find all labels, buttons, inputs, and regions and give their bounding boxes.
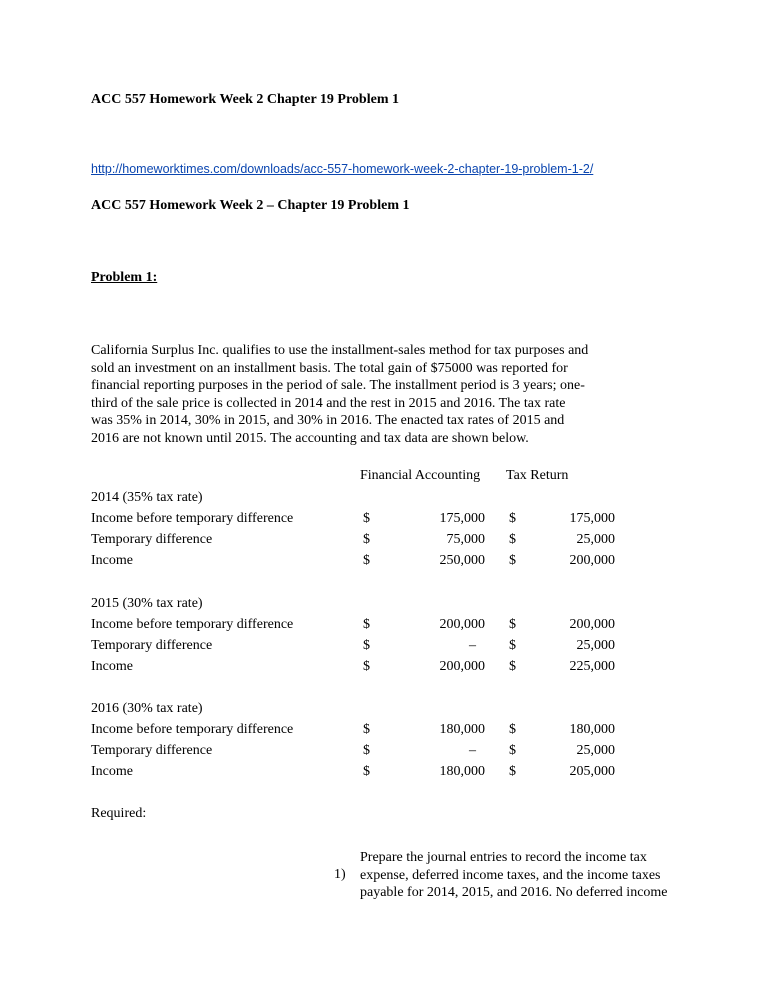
dollar-sign: $	[509, 743, 516, 758]
dollar-sign: $	[363, 511, 370, 526]
tax-value: 25,000	[576, 743, 615, 758]
row-label: Income	[91, 553, 133, 568]
dollar-sign: $	[363, 638, 370, 653]
group-header-2015: 2015 (30% tax rate)	[91, 596, 203, 611]
download-link[interactable]: http://homeworktimes.com/downloads/acc-557-homework-week-2-chapter-19-problem-1-2/	[91, 162, 594, 176]
financial-value: 180,000	[439, 764, 485, 779]
dollar-sign: $	[509, 659, 516, 674]
required-item-text	[360, 849, 668, 902]
row-label: Income	[91, 764, 133, 779]
tax-value: 200,000	[569, 553, 615, 568]
dollar-sign: $	[363, 722, 370, 737]
dollar-sign: $	[363, 532, 370, 547]
paragraph-line: was 35% in 2014, 30% in 2015, and 30% in 2016. The enacted tax rates of 2015 and	[91, 413, 565, 428]
paragraph-line: 2016 are not known until 2015. The accounting and tax data are shown below.	[91, 430, 529, 446]
row-label: Income before temporary difference	[91, 617, 294, 632]
dollar-sign: $	[509, 532, 516, 547]
financial-value: 75,000	[446, 532, 485, 547]
dollar-sign: $	[363, 764, 370, 779]
group-header-2014: 2014 (35% tax rate)	[91, 490, 203, 505]
required-item-line: expense, deferred income taxes, and the income taxes	[360, 867, 661, 883]
row-label: Temporary difference	[91, 638, 213, 653]
dollar-sign: $	[509, 638, 516, 653]
paragraph-line: third of the sale price is collected in 2014 and the rest in 2015 and 2016. The tax rate	[91, 395, 566, 411]
row-label: Income before temporary difference	[91, 511, 294, 526]
dollar-sign: $	[363, 617, 370, 632]
row-label: Temporary difference	[91, 743, 213, 758]
paragraph-line: sold an investment on an installment basis. The total gain of $75000 was reported for	[91, 360, 568, 376]
required-item-line: Prepare the journal entries to record the income tax	[360, 850, 647, 865]
dollar-sign: $	[509, 722, 516, 737]
tax-value: 225,000	[569, 659, 615, 674]
dollar-sign: $	[363, 659, 370, 674]
financial-value: 250,000	[439, 553, 485, 568]
dollar-sign: $	[363, 553, 370, 568]
row-label: Income	[91, 659, 133, 674]
group-header-2016: 2016 (30% tax rate)	[91, 701, 203, 716]
row-label: Income before temporary difference	[91, 722, 294, 737]
document-title: ACC 557 Homework Week 2 Chapter 19 Problem 1	[91, 92, 399, 107]
row-label: Temporary difference	[91, 532, 213, 547]
dollar-sign: $	[509, 553, 516, 568]
tax-value: 205,000	[569, 764, 615, 779]
tax-value: 175,000	[569, 511, 615, 526]
financial-value: –	[469, 743, 476, 758]
column-header-financial: Financial Accounting	[360, 468, 481, 483]
financial-value: 200,000	[439, 659, 485, 674]
required-item-number: 1)	[334, 867, 346, 882]
financial-value: –	[469, 638, 476, 653]
problem-heading: Problem 1:	[91, 270, 158, 285]
tax-value: 200,000	[569, 617, 615, 632]
document-subtitle: ACC 557 Homework Week 2 – Chapter 19 Problem 1	[91, 198, 410, 213]
paragraph-line: financial reporting purposes in the period of sale. The installment period is 3 years; one-	[91, 378, 585, 393]
dollar-sign: $	[509, 764, 516, 779]
tax-value: 180,000	[569, 722, 615, 737]
dollar-sign: $	[363, 743, 370, 758]
required-label: Required:	[91, 806, 147, 821]
required-item-line: payable for 2014, 2015, and 2016. No deferred income	[360, 885, 668, 900]
paragraph-line: California Surplus Inc. qualifies to use the installment-sales method for tax purposes and	[91, 343, 589, 358]
problem-paragraph	[91, 342, 588, 447]
dollar-sign: $	[509, 511, 516, 526]
financial-value: 200,000	[439, 617, 485, 632]
tax-value: 25,000	[576, 638, 615, 653]
financial-value: 180,000	[439, 722, 485, 737]
tax-value: 25,000	[576, 532, 615, 547]
column-header-tax: Tax Return	[506, 468, 569, 483]
dollar-sign: $	[509, 617, 516, 632]
financial-value: 175,000	[439, 511, 485, 526]
